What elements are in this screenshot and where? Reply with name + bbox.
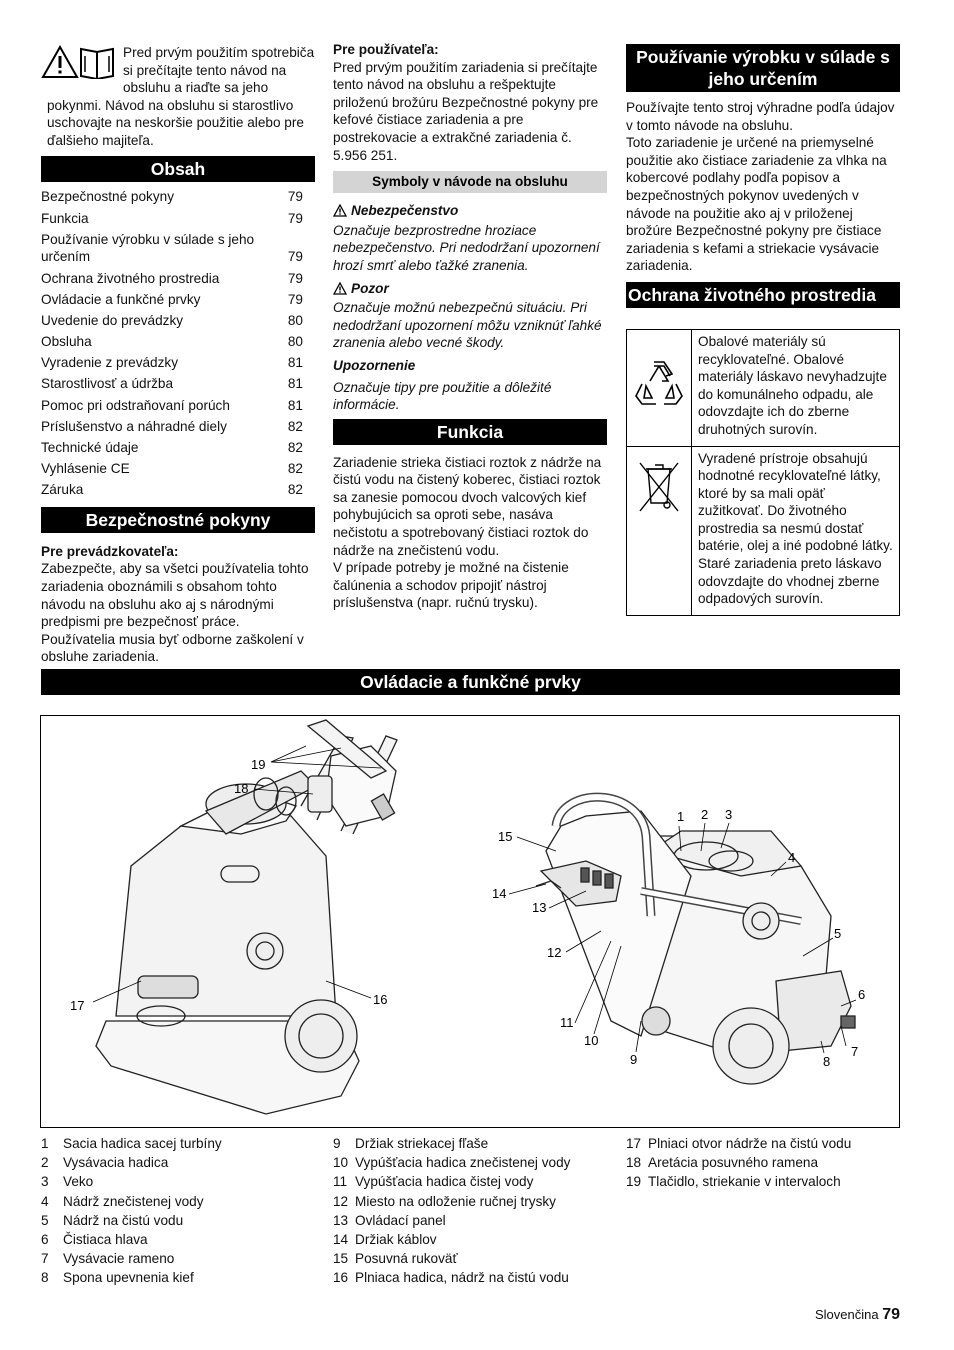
callout-18: 18 <box>234 781 249 796</box>
footer-language: Slovenčina <box>814 1307 879 1322</box>
legend-item <box>41 1153 321 1172</box>
legend-label: Plniaca hadica, nádrž na čistú vodu <box>355 1270 569 1286</box>
danger-heading: Nebezpečenstvo <box>351 203 459 219</box>
toc-entry-title: Obsluha <box>41 334 92 350</box>
legend-item <box>41 1211 321 1230</box>
legend-item <box>41 1134 321 1153</box>
toc-entry-page: 80 <box>287 312 303 328</box>
env-text-old-devices: Vyradené prístroje obsahujú hodnotné recyklovateľné látky, ktoré by sa mali opäť zužitkovať. Do životného prostredia sa nesmú dostať batérie, olej a iné podobné látky. Staré zariadenia preto láskavo odovzdajte do vhodnej zberne odpadových surovín. <box>692 446 900 615</box>
toc-entry-title: Používanie výrobku v súlade s jeho určením <box>41 231 255 265</box>
legend-number: 12 <box>333 1193 349 1209</box>
legend-col-1 <box>41 1134 321 1288</box>
legend-label: Spona upevnenia kief <box>63 1270 194 1286</box>
crossed-bin-icon <box>636 459 682 515</box>
legend-col-3 <box>626 1134 906 1192</box>
legend-label: Nádrž na čistú vodu <box>63 1212 184 1228</box>
legend-item <box>626 1153 906 1172</box>
notice-heading: Upozornenie <box>333 357 416 373</box>
table-row <box>627 446 900 615</box>
callout-12: 12 <box>547 945 562 960</box>
legend-label: Vysávacie rameno <box>63 1251 175 1267</box>
intended-use-text-2: Toto zariadenie je určené na priemyselné použitie ako čistiace zariadenie za vlhka na kobercové podlahy podľa popisov a bezpečnostných pokynov uvedených v návode na použitie ako aj v priloženej brožúre Bezpečnostné pokyny pre čistiace zariadenia s kefami a striekacie vysávacie zariadenia. <box>626 135 887 274</box>
environment-table <box>626 329 900 616</box>
legend-label: Držiak káblov <box>355 1232 437 1248</box>
callout-17: 17 <box>70 998 85 1013</box>
legend-label: Posuvná rukoväť <box>355 1251 458 1267</box>
toc-entry-page: 82 <box>287 418 303 434</box>
callout-10: 10 <box>584 1033 599 1048</box>
caution-heading: Pozor <box>351 280 389 296</box>
column-middle <box>333 41 607 612</box>
toc-entry-page: 79 <box>287 249 303 265</box>
notice-text: Označuje tipy pre použitie a dôležité informácie. <box>333 379 552 413</box>
caution-text: Označuje možnú nebezpečnú situáciu. Pri nedodržaní upozornení môžu vzniknúť ľahké zranenia alebo vecné škody. <box>333 300 602 351</box>
legend-item <box>333 1249 623 1268</box>
legend-number: 6 <box>41 1232 49 1248</box>
legend-label: Vypúšťacia hadica znečistenej vody <box>355 1155 571 1171</box>
legend-item <box>626 1172 906 1191</box>
toc-entry <box>41 480 315 501</box>
intro-block <box>41 44 315 150</box>
legend-label: Tlačidlo, striekanie v intervaloch <box>648 1174 841 1190</box>
user-text: Pred prvým použitím zariadenia si prečítajte tento návod na obsluhu a rešpektujte priloženú brožúru Bezpečnostné pokyny pre kefové čistiace zariadenia a pre postrekovacie a extrakčné zariadenia č. 5.956 251. <box>333 59 599 163</box>
legend-item <box>333 1172 623 1191</box>
callout-11: 11 <box>560 1015 574 1030</box>
toc-entry <box>41 437 315 458</box>
legend-number: 1 <box>41 1136 49 1151</box>
toc-entry-page: 79 <box>287 270 303 286</box>
intended-use-text-1: Používajte tento stroj výhradne podľa údajov v tomto návode na obsluhu. <box>626 100 895 133</box>
operator-text: Zabezpečte, aby sa všetci používatelia tohto zariadenia oboznámili s obsahom tohto návodu na obsluhu ako aj s národnými predpismi pre bezpečnosť práce. Používatelia musia byť odborne zaškolení v obsluhe zariadenia. <box>41 561 309 665</box>
callout-13: 13 <box>532 900 547 915</box>
table-of-contents <box>41 187 315 501</box>
legend-label: Držiak striekacej fľaše <box>355 1136 489 1151</box>
danger-text: Označuje bezprostredne hroziace nebezpečenstvo. Pri nedodržaní upozornení hrozí smrť alebo ťažké zranenia. <box>333 222 600 273</box>
toc-entry-title: Technické údaje <box>41 440 139 456</box>
environment-title: Ochrana životného prostredia <box>626 282 900 308</box>
toc-entry-title: Vyhlásenie CE <box>41 461 130 477</box>
safety-title: Bezpečnostné pokyny <box>41 507 315 533</box>
function-title: Funkcia <box>333 419 607 445</box>
legend-item <box>333 1192 623 1211</box>
table-row <box>627 329 900 446</box>
carpet-cleaner-illustration <box>41 716 899 1127</box>
page-number: 79 <box>882 1306 900 1323</box>
legend-label: Nádrž znečistenej vody <box>63 1193 204 1209</box>
toc-entry <box>41 458 315 479</box>
legend-item <box>41 1249 321 1268</box>
legend-number: 7 <box>41 1251 49 1267</box>
toc-entry-title: Záruka <box>41 482 84 498</box>
legend-label: Ovládací panel <box>355 1212 446 1228</box>
toc-entry-page: 79 <box>287 291 303 307</box>
warning-manual-icon <box>41 45 117 79</box>
legend-number: 10 <box>333 1155 349 1171</box>
toc-entry-page: 79 <box>287 210 303 226</box>
legend-number: 15 <box>333 1251 349 1267</box>
toc-entry <box>41 187 315 208</box>
caution-heading-line <box>333 280 607 298</box>
toc-entry-page: 82 <box>287 461 303 477</box>
toc-entry-title: Príslušenstvo a náhradné diely <box>41 418 227 434</box>
legend-label: Veko <box>63 1174 94 1190</box>
toc-entry-title: Uvedenie do prevádzky <box>41 312 184 328</box>
legend-item <box>626 1134 906 1153</box>
legend-number: 3 <box>41 1174 49 1190</box>
toc-entry <box>41 395 315 416</box>
legend-item <box>333 1268 623 1287</box>
legend-number: 14 <box>333 1232 349 1248</box>
toc-entry <box>41 229 315 268</box>
legend-number: 17 <box>626 1136 642 1151</box>
callout-19: 19 <box>251 757 266 772</box>
toc-entry-page: 81 <box>287 397 303 413</box>
toc-entry-title: Vyradenie z prevádzky <box>41 355 179 371</box>
legend-label: Miesto na odloženie ručnej trysky <box>355 1193 556 1209</box>
legend-number: 13 <box>333 1212 349 1228</box>
column-right <box>626 44 900 616</box>
legend-item <box>333 1134 623 1153</box>
toc-entry-page: 80 <box>287 334 303 350</box>
toc-entry-title: Funkcia <box>41 210 89 226</box>
callout-6: 6 <box>858 987 866 1002</box>
toc-entry-title: Ochrana životného prostredia <box>41 270 220 286</box>
legend-col-2 <box>333 1134 623 1288</box>
legend-label: Vypúšťacia hadica čistej vody <box>355 1174 534 1190</box>
callout-5: 5 <box>834 926 842 941</box>
legend-label: Plniaci otvor nádrže na čistú vodu <box>648 1136 852 1151</box>
column-left <box>41 44 315 666</box>
icon-cell <box>627 329 692 446</box>
toc-entry-page: 79 <box>287 189 303 205</box>
recycle-icon <box>632 358 686 412</box>
legend-item <box>41 1230 321 1249</box>
legend-label: Vysávacia hadica <box>63 1155 169 1171</box>
danger-heading-line <box>333 202 607 220</box>
toc-entry-page: 82 <box>287 440 303 456</box>
toc-entry-title: Starostlivosť a údržba <box>41 376 174 392</box>
toc-entry-page: 81 <box>287 355 303 371</box>
callout-8: 8 <box>823 1054 831 1069</box>
legend-number: 18 <box>626 1155 642 1171</box>
toc-entry <box>41 416 315 437</box>
callout-15: 15 <box>498 829 513 844</box>
toc-entry <box>41 374 315 395</box>
symbols-title: Symboly v návode na obsluhu <box>333 171 607 193</box>
toc-entry <box>41 289 315 310</box>
legend-item <box>41 1268 321 1287</box>
intro-text: Pred prvým použitím spotrebiča si prečítajte tento návod na obsluhu a riaďte sa jeho pokynmi. Návod na obsluhu si starostlivo uschovajte na neskoršie použitie alebo pre ďalšieho majiteľa. <box>47 45 315 148</box>
toc-entry <box>41 352 315 373</box>
toc-entry-title: Pomoc pri odstraňovaní porúch <box>41 397 230 413</box>
legend-label: Čistiaca hlava <box>63 1232 148 1248</box>
callout-14: 14 <box>492 886 507 901</box>
legend-number: 5 <box>41 1212 49 1228</box>
callout-1: 1 <box>677 809 685 824</box>
machine-figure <box>40 715 900 1128</box>
operator-heading: Pre prevádzkovateľa: <box>41 543 179 559</box>
legend-item <box>41 1172 321 1191</box>
callout-9: 9 <box>630 1052 638 1067</box>
toc-entry <box>41 268 315 289</box>
legend-number: 2 <box>41 1155 49 1171</box>
legend-number: 16 <box>333 1270 349 1286</box>
callout-16: 16 <box>373 992 388 1007</box>
toc-entry <box>41 310 315 331</box>
legend-number: 9 <box>333 1136 341 1151</box>
callout-4: 4 <box>788 850 796 865</box>
toc-entry-title: Bezpečnostné pokyny <box>41 189 175 205</box>
function-text-2: V prípade potreby je možné na čistenie čalúnenia a schodov pripojiť nástroj príslušenstva (napr. ručnú trysku). <box>333 560 569 611</box>
toc-title: Obsah <box>41 156 315 182</box>
legend-item <box>41 1192 321 1211</box>
controls-title: Ovládacie a funkčné prvky <box>41 669 900 695</box>
function-text-1: Zariadenie strieka čistiaci roztok z nádrže na čistú vodu na čistený koberec, čistiaci roztok sa zanesie pomocou dvoch valcových kief pohybujúcich sa oproti sebe, nasáva nečistotu a spotrebovaný čistiaci roztok do nádrže na znečistenú vodu. <box>333 454 602 558</box>
toc-entry-title: Ovládacie a funkčné prvky <box>41 291 201 307</box>
legend-item <box>333 1153 623 1172</box>
icon-cell <box>627 446 692 615</box>
legend-label: Sacia hadica sacej turbíny <box>63 1136 222 1151</box>
legend-number: 11 <box>333 1174 348 1190</box>
user-heading: Pre používateľa: <box>333 42 439 57</box>
env-text-packaging: Obalové materiály sú recyklovateľné. Obalové materiály láskavo nevyhadzujte do komunálneho odpadu, ale odovzdajte ich do zberne druhotných surovín. <box>692 329 900 446</box>
legend-number: 8 <box>41 1270 49 1286</box>
toc-entry <box>41 331 315 352</box>
toc-entry-page: 81 <box>287 376 303 392</box>
callout-7: 7 <box>851 1044 859 1059</box>
legend-item <box>333 1211 623 1230</box>
intended-use-title: Používanie výrobku v súlade s jeho určením <box>626 44 900 92</box>
callout-2: 2 <box>701 807 709 822</box>
warning-triangle-icon <box>333 204 347 217</box>
page-footer <box>815 1306 900 1324</box>
legend-number: 4 <box>41 1193 49 1209</box>
toc-entry <box>41 208 315 229</box>
warning-triangle-icon <box>333 282 347 295</box>
legend-number: 19 <box>626 1174 642 1190</box>
legend-item <box>333 1230 623 1249</box>
legend-label: Aretácia posuvného ramena <box>648 1155 819 1171</box>
callout-3: 3 <box>725 807 733 822</box>
toc-entry-page: 82 <box>287 482 303 498</box>
